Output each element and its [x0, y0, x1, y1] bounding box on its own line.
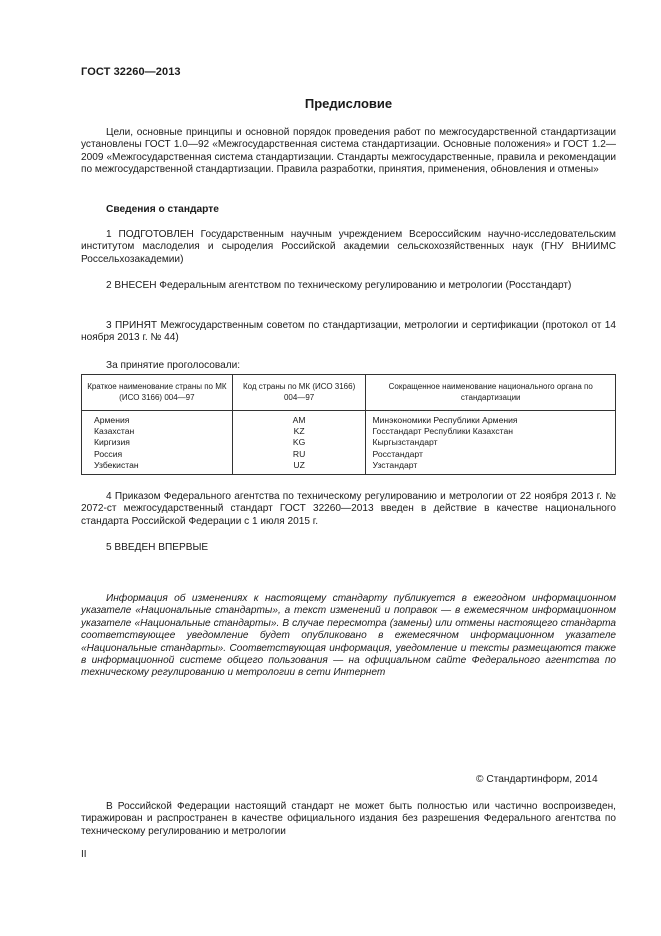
- table-row: [82, 460, 616, 475]
- country-cell: Киргизия: [82, 437, 233, 448]
- table-header-row: [82, 375, 616, 411]
- item-5-paragraph: 5 ВВЕДЕН ВПЕРВЫЕ: [106, 542, 209, 553]
- authority-cell: Госстандарт Республики Казахстан: [366, 426, 616, 437]
- country-cell: Россия: [82, 449, 233, 460]
- country-cell: Казахстан: [82, 426, 233, 437]
- country-cell: Узбекистан: [82, 460, 233, 475]
- authority-cell: Кыргызстандарт: [366, 437, 616, 448]
- item-2-paragraph: 2 ВНЕСЕН Федеральным агентством по техническому регулированию и метрологии (Росстандарт): [106, 280, 572, 291]
- code-cell: KG: [232, 437, 366, 448]
- copyright-line: © Стандартинформ, 2014: [476, 774, 598, 785]
- standard-info-subheading: Сведения о стандарте: [106, 204, 219, 215]
- code-cell: RU: [232, 449, 366, 460]
- code-cell: KZ: [232, 426, 366, 437]
- authority-cell: Росстандарт: [366, 449, 616, 460]
- intro-paragraph: Цели, основные принципы и основной порядок проведения работ по межгосударственной стандартизации установлены ГОСТ 1.0—92 «Межгосударственная система стандартизации. Основные положения» и ГОСТ 1.2—2009 «Межгосударственная система стандартизации. Стандарты межгосударственные, правила и рекомендации по межгосударственной стандартизации. Правила разработки, принятия, применения, обновления и отмены»: [81, 127, 616, 176]
- item-3-paragraph: 3 ПРИНЯТ Межгосударственным советом по стандартизации, метрологии и сертификации (протокол от 14 ноября 2013 г. № 44): [81, 320, 616, 344]
- table-row: [82, 411, 616, 427]
- item-1-paragraph: 1 ПОДГОТОВЛЕН Государственным научным учреждением Всероссийским научно-исследовательским институтом маслоделия и сыроделия Российской академии сельскохозяйственных наук (ГНУ ВНИИМС Россельхозакадемии): [81, 229, 616, 265]
- rights-paragraph: В Российской Федерации настоящий стандарт не может быть полностью или частично воспроизведен, тиражирован и распространен в качестве официального издания без разрешения Федерального агентства по техническому регулированию и метрологии: [81, 801, 616, 837]
- voting-states-table: [81, 374, 616, 475]
- column-header-country: Краткое наименование страны по МК (ИСО 3166) 004—97: [82, 375, 233, 411]
- table-row: [82, 437, 616, 448]
- votes-label: За принятие проголосовали:: [106, 360, 241, 371]
- country-cell: Армения: [82, 411, 233, 427]
- page-number: II: [81, 849, 87, 860]
- column-header-code: Код страны по МК (ИСО 3166) 004—97: [232, 375, 366, 411]
- table-row: [82, 426, 616, 437]
- column-header-authority: Сокращенное наименование национального органа по стандартизации: [366, 375, 616, 411]
- page-title: Предисловие: [304, 96, 393, 111]
- changes-info-note: Информация об изменениях к настоящему стандарту публикуется в ежегодном информационном указателе «Национальные стандарты», а текст изменений и поправок — в ежемесячном информационном указателе «Национальные стандарты». В случае пересмотра (замены) или отмены настоящего стандарта соответствующее уведомление будет опубликовано в ежемесячном информационном указателе «Национальные стандарты». Соответствующая информация, уведомление и тексты размещаются также в информационной системе общего пользования — на официальном сайте Федерального агентства по техническому регулированию и метрологии в сети Интернет: [81, 593, 616, 679]
- authority-cell: Узстандарт: [366, 460, 616, 475]
- authority-cell: Минэкономики Республики Армения: [366, 411, 616, 427]
- item-4-paragraph: 4 Приказом Федерального агентства по техническому регулированию и метрологии от 22 ноября 2013 г. № 2072-ст межгосударственный стандарт ГОСТ 32260—2013 введен в действие в качестве национального стандарта Российской Федерации с 1 июля 2015 г.: [81, 491, 616, 527]
- code-cell: UZ: [232, 460, 366, 475]
- code-cell: AM: [232, 411, 366, 427]
- table-row: [82, 449, 616, 460]
- document-id: ГОСТ 32260—2013: [81, 66, 181, 78]
